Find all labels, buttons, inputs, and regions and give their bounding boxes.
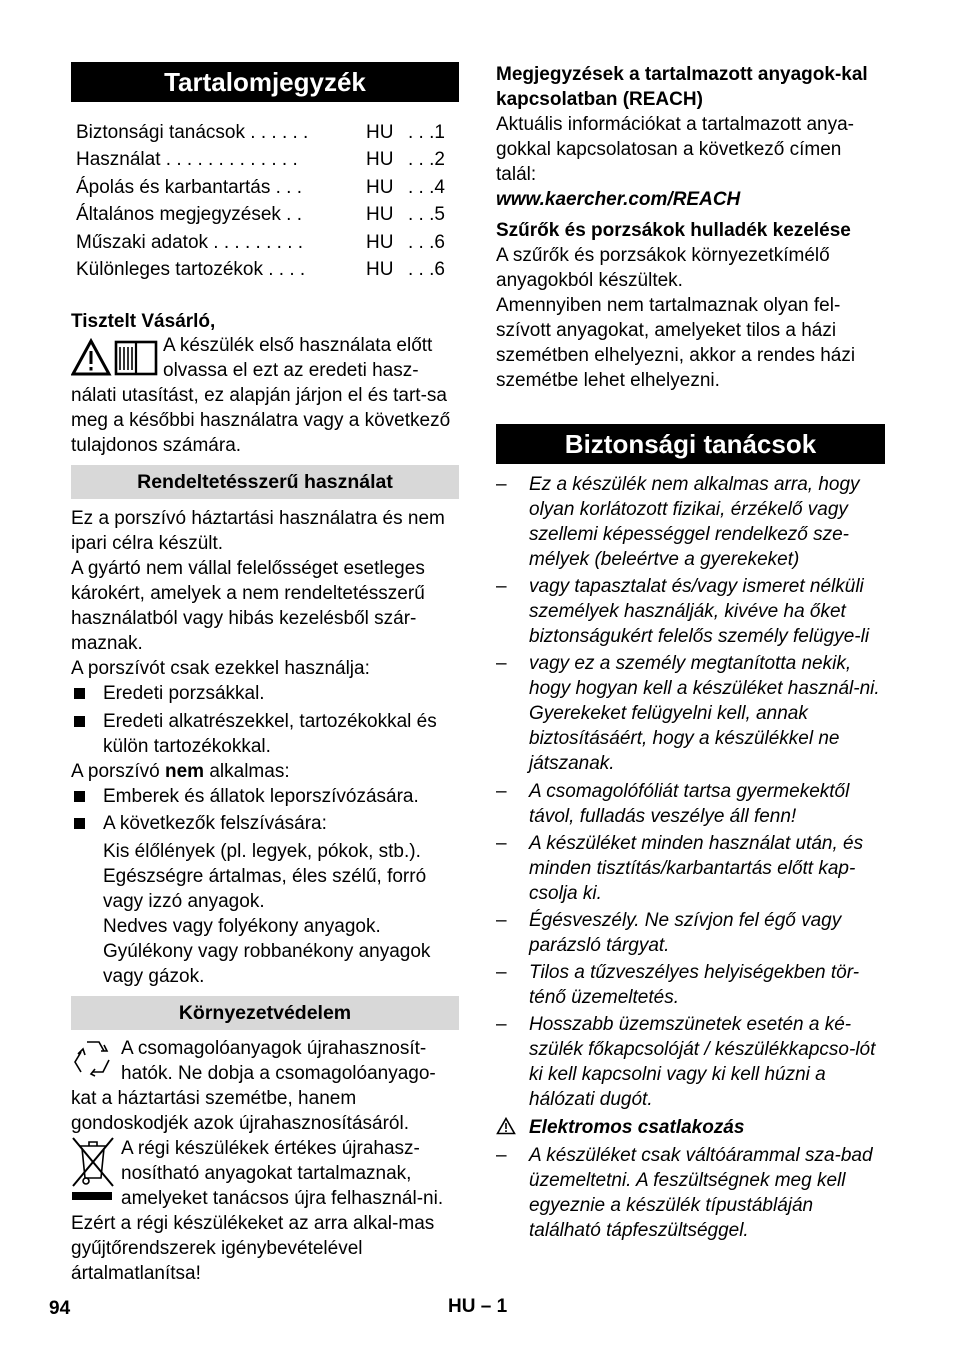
env-heading: Környezetvédelem: [71, 996, 459, 1030]
toc-lang: HU: [366, 231, 394, 253]
dash-marker: –: [496, 909, 507, 931]
list-item: [496, 831, 885, 906]
use-p4-pre: A porszívó: [71, 761, 165, 783]
sub-item: Nedves vagy folyékony anyagok.: [103, 916, 381, 938]
warning-icon: [496, 1117, 516, 1142]
dash-marker: –: [496, 780, 507, 802]
toc-label: Használat . . . . . . . . . . . . .: [76, 149, 298, 171]
sub-item: Egészségre ártalmas, éles szélű, forró vagy izzó anyagok.: [103, 866, 427, 913]
filters-p2: Amennyiben nem tartalmaznak olyan fel-szívott anyagokat, amelyeket tilos a házi szemétben elhelyezni, akkor a rendes házi szemétbe lehet elhelyezni.: [496, 295, 856, 391]
greeting-heading: Tisztelt Vásárló,: [71, 311, 216, 333]
toc-list: [71, 119, 459, 283]
list-item-text: A készüléket minden használat után, és minden tisztítás/karbantartás előtt kap-csolja ki.: [529, 832, 864, 904]
dash-marker: –: [496, 962, 507, 984]
list-item: [496, 651, 885, 776]
toc-lang: HU: [366, 149, 394, 171]
env-recycle-block: [71, 1036, 459, 1136]
greeting-block: [71, 334, 459, 383]
list-item: [496, 908, 885, 958]
toc-lang: HU: [366, 258, 394, 280]
toc-row[interactable]: [71, 146, 459, 173]
filters-p1: A szűrők és porzsákok környezetkímélő anyagokból készültek.: [496, 245, 830, 291]
toc-page: . . .6: [408, 231, 445, 253]
reach-text: Aktuális információkat a tartalmazott anya-gokkal kapcsolatosan a következő címen talál:: [496, 114, 854, 185]
use-section: [71, 506, 459, 989]
use-p1: Ez a porszívó háztartási használatra és nem ipari célra készült.: [71, 508, 445, 555]
list-item-text: Ez a készülék nem alkalmas arra, hogy olyan korlátozott fizikai, érzékelő vagy szellemi képességgel rendelkező sze-mélyek (beleértve a gyerekeket): [529, 474, 860, 570]
use-p3: A porszívót csak ezekkel használja:: [71, 658, 370, 680]
use-heading: Rendeltetésszerű használat: [71, 465, 459, 499]
toc-row[interactable]: [71, 119, 459, 146]
left-column: [71, 62, 459, 1286]
list-item-text: A csomagolófóliát tartsa gyermekektől távol, fulladás veszélye áll fenn!: [529, 780, 850, 827]
use-p2: A gyártó nem vállal felelősséget esetleges károkért, amelyek a nem rendeltetésszerű használatból vagy hibás kezelésből szár-maznak.: [71, 558, 425, 655]
list-item: [496, 574, 885, 649]
dash-marker: –: [496, 832, 507, 854]
sub-item: Kis élőlények (pl. legyek, pókok, stb.).: [103, 841, 421, 863]
toc-page: . . .6: [408, 258, 445, 280]
toc-title: Tartalomjegyzék: [71, 62, 459, 102]
env-weee-block: [71, 1136, 459, 1286]
reach-url[interactable]: www.kaercher.com/REACH: [496, 189, 741, 210]
safety-list: [496, 472, 885, 1112]
greeting-text-a: A készülék első használata előtt olvassa el ezt az eredeti hasz-: [163, 335, 433, 382]
toc-lang: HU: [366, 204, 394, 226]
toc-label: Műszaki adatok . . . . . . . . .: [76, 231, 304, 253]
list-item: [496, 1143, 885, 1243]
list-item: Eredeti porzsákkal.: [71, 681, 459, 706]
list-item-text: vagy ez a személy megtanította nekik, hogy hogyan kell a készüléket használ-ni. Gyerekeket felügyelni kell, annak biztosításáért, hogy a készülékkel ne játszanak.: [529, 653, 880, 775]
toc-lang: HU: [366, 176, 394, 198]
toc-row[interactable]: [71, 256, 459, 283]
toc-page: . . .2: [408, 149, 445, 171]
toc-page: . . .1: [408, 122, 445, 143]
list-item-text: Tilos a tűzveszélyes helyiségekben tör-ténő üzemeltetés.: [529, 962, 860, 1009]
list-item: [496, 1012, 885, 1112]
dash-marker: –: [496, 576, 507, 598]
list-item: Emberek és állatok leporszívózására.: [71, 784, 459, 809]
list-item: A következők felszívására:: [71, 811, 459, 836]
toc-label: Különleges tartozékok . . . .: [76, 258, 306, 280]
list-item: [496, 960, 885, 1010]
greeting-text-b: nálati utasítást, ez alapján járjon el és tart-sa meg a későbbi használatra vagy a következő tulajdonos számára.: [71, 385, 451, 457]
use-p4: [71, 759, 459, 784]
wheelie-bin-crossed-icon: [71, 1136, 121, 1210]
footer-lang-page: HU – 1: [448, 1296, 508, 1317]
filters-heading: Szűrők és porzsákok hulladék kezelése: [496, 220, 851, 241]
electric-heading: Elektromos csatlakozás: [529, 1117, 745, 1139]
toc-row[interactable]: [71, 229, 459, 256]
list-item-text: Égésveszély. Ne szívjon fel égő vagy parázsló tárgyat.: [529, 909, 842, 956]
dash-marker: –: [496, 653, 507, 675]
page-number: 94: [49, 1298, 71, 1319]
safety-title: Biztonsági tanácsok: [496, 424, 885, 464]
list-item: [496, 779, 885, 829]
dash-marker: –: [496, 1144, 507, 1166]
toc-lang: HU: [366, 122, 394, 143]
toc-row[interactable]: [71, 201, 459, 228]
recycle-icon: [71, 1036, 121, 1084]
env-p2: A régi készülékek értékes újrahasz-nosítható anyagokat tartalmaznak, amelyeket tanácsos újra felhasznál-ni. Ezért a régi készülékeket az arra alkal-mas gyűjtőrendszerek igénybevételével ártalmatlanítsa!: [71, 1138, 444, 1285]
sub-item: Gyúlékony vagy robbanékony anyagok vagy gázok.: [103, 941, 431, 988]
electric-heading-row: [496, 1115, 885, 1140]
list-item: [496, 472, 885, 572]
toc-label: Ápolás és karbantartás . . .: [76, 176, 303, 198]
toc-row[interactable]: [71, 174, 459, 201]
list-item-text: Hosszabb üzemszünetek esetén a ké-szülék főkapcsolóját / készülékkapcso-lót ki kell kapcsolni vagy ki kell húzni a hálózati dugót.: [529, 1014, 876, 1111]
toc-label: Biztonsági tanácsok . . . . . .: [76, 122, 309, 143]
use-p4-post: alkalmas:: [204, 761, 290, 783]
list-item-text: A készüléket csak váltóárammal sza-bad üzemeltetni. A feszültségnek meg kell egyeznie a készülék típustábláján található tápfeszültséggel.: [529, 1144, 873, 1241]
list-item: Eredeti alkatrészekkel, tartozékokkal és külön tartozékokkal.: [71, 709, 459, 759]
toc-page: . . .4: [408, 176, 445, 198]
reach-heading: Megjegyzések a tartalmazott anyagok-kal kapcsolatban (REACH): [496, 64, 868, 110]
warning-manual-icon: [71, 338, 163, 382]
use-p4-bold: nem: [165, 761, 205, 783]
list-item-text: vagy tapasztalat és/vagy ismeret nélküli személyek használják, kivéve ha őket biztonságukért felelős személy felügye-li: [529, 576, 870, 648]
toc-page: . . .5: [408, 204, 445, 226]
right-column: [496, 62, 885, 1245]
toc-label: Általános megjegyzések . .: [76, 204, 303, 226]
dash-marker: –: [496, 474, 507, 495]
env-p1: A csomagolóanyagok újrahasznosít-hatók. Ne dobja a csomagolóanyago-kat a háztartási szemétbe, hanem gondoskodjék azok újrahasznosításáról.: [71, 1038, 436, 1135]
dash-marker: –: [496, 1014, 507, 1036]
